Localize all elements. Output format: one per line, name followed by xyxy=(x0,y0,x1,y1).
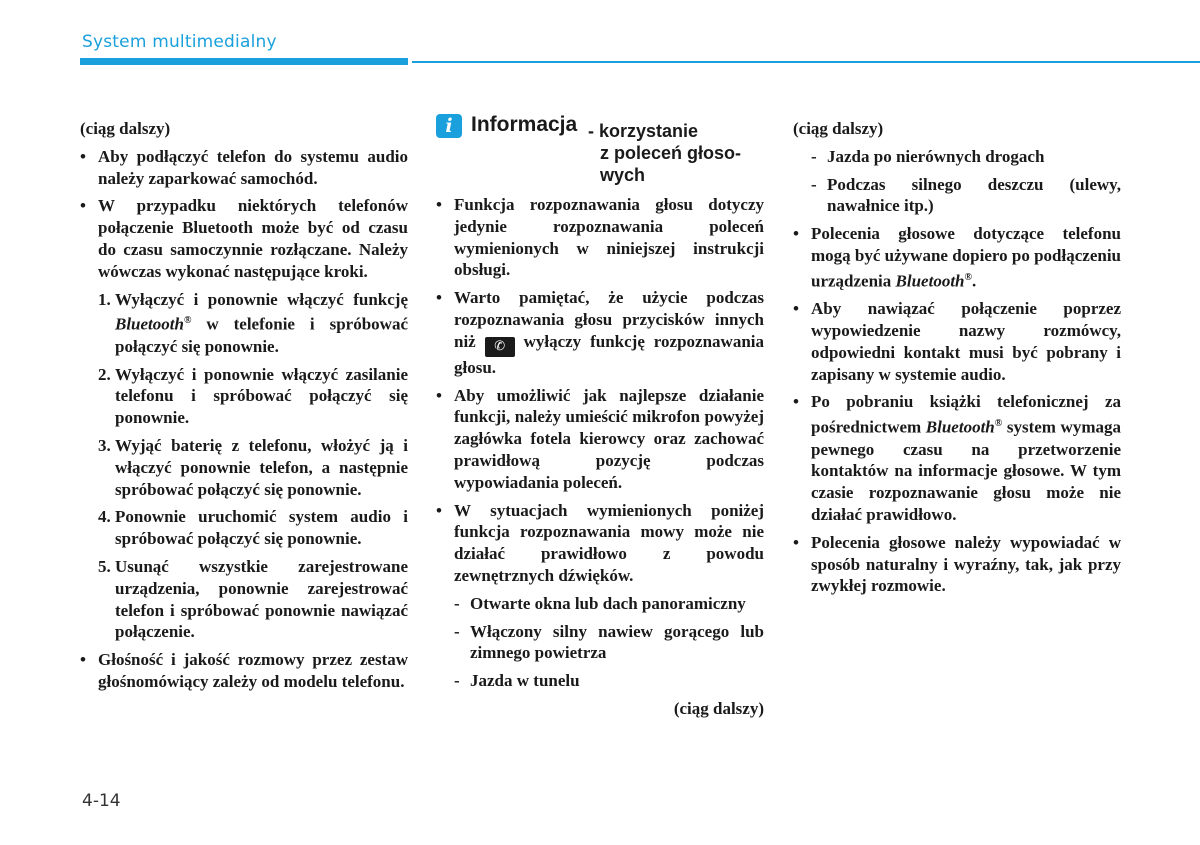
step-text: Usunąć wszystkie zarejestrowane urządzenia, ponownie zarejestrować telefon i spróbować ponownie nawiązać połączenie. xyxy=(115,557,408,642)
registered-mark: ® xyxy=(994,418,1003,430)
bullet-text: . xyxy=(971,271,977,291)
step-number: 4. xyxy=(98,507,111,527)
header-rule xyxy=(412,61,1200,63)
bullet-item: • Aby podłączyć telefon do systemu audio należy zaparkować samochód. xyxy=(80,146,408,190)
bullet-item xyxy=(436,287,764,378)
dash-item: - Jazda w tunelu xyxy=(436,670,764,692)
step-text: Wyłączyć i ponownie włączyć funkcję xyxy=(115,289,408,309)
dash-item: - Jazda po nierównych drogach xyxy=(793,146,1121,168)
column-middle xyxy=(436,113,764,720)
info-subtitle-line: wych xyxy=(600,165,646,185)
voice-recognition-button-icon: ✆ xyxy=(485,337,515,357)
page-number: 4-14 xyxy=(82,791,121,811)
numbered-step xyxy=(80,435,408,500)
bullet-item: • Aby umożliwić jak najlepsze działanie funkcji, należy umieścić mikrofon powyżej zagłówka fotela kierowcy oraz zachować prawidłową pozycję podczas wypowiadania poleceń. xyxy=(436,385,764,494)
step-text: Wyjąć baterię z telefonu, włożyć ją i włączyć ponownie telefon, a następnie spróbować połączyć się ponownie. xyxy=(115,436,408,499)
continued-label: (ciąg dalszy) xyxy=(673,698,764,718)
bullet-item: • Polecenia głosowe należy wypowiadać w sposób naturalny i wyraźny, tak, jak przy zwykłej rozmowie. xyxy=(793,532,1121,597)
registered-mark: ® xyxy=(964,271,972,283)
column-right xyxy=(793,118,1121,603)
step-text: Ponownie uruchomić system audio i spróbować połączyć się ponownie. xyxy=(115,507,408,549)
bullet-text-italic: Bluetooth xyxy=(925,417,995,437)
step-number: 2. xyxy=(98,364,111,384)
step-text-italic: Bluetooth xyxy=(115,315,184,335)
numbered-step xyxy=(80,289,408,358)
bullet-item: • W przypadku niektórych telefonów połączenie Bluetooth może być od czasu do czasu samoczynnie rozłączane. Należy wówczas wykonać następujące kroki. xyxy=(80,195,408,282)
bullet-text: Polecenia głosowe dotyczące telefonu mogą być używane dopiero po podłączeniu urządzenia xyxy=(811,224,1121,291)
continued-label: (ciąg dalszy) xyxy=(793,119,884,138)
bullet-item: • Funkcja rozpoznawania głosu dotyczy jedynie rozpoznawania poleceń wymienionych w niniejszej instrukcji obsługi. xyxy=(436,194,764,281)
step-number: 5. xyxy=(98,557,111,576)
info-box-header xyxy=(436,110,764,188)
bullet-item: • W sytuacjach wymienionych poniżej funkcja rozpoznawania mowy może nie działać prawidłowo z powodu zewnętrznych dźwięków. xyxy=(436,500,764,587)
dash-item: - Włączony silny nawiew gorącego lub zimnego powietrza xyxy=(436,621,764,665)
bullet-text-italic: Bluetooth xyxy=(895,271,965,291)
numbered-step xyxy=(80,556,408,643)
bullet-text: system wymaga pewnego czasu na przetworzenie kontaktów na informacje głosowe. W tym czasie rozpoznawanie głosu może nie działać prawidłowo. xyxy=(811,417,1121,525)
bullet-item: • Głośność i jakość rozmowy przez zestaw głośnomówiący zależy od modelu telefonu. xyxy=(80,649,408,693)
info-icon: i xyxy=(436,114,462,138)
bullet-item xyxy=(793,223,1121,292)
dash-item: - Otwarte okna lub dach panoramiczny xyxy=(436,593,764,615)
bullet-text: Warto pamiętać, że użycie podczas rozpoznawania głosu przycisków innych niż xyxy=(454,288,764,351)
bullet-text: wyłączy funkcję rozpoznawania głosu. xyxy=(454,331,764,377)
continued-label: (ciąg dalszy) xyxy=(80,119,171,138)
step-text: Wyłączyć i ponownie włączyć zasilanie telefonu i spróbować połączyć się ponownie. xyxy=(115,364,408,428)
step-text: w telefonie i spróbować połączyć się ponownie. xyxy=(115,315,408,356)
column-left xyxy=(80,118,408,699)
header-section-title: System multimedialny xyxy=(82,32,277,52)
step-number: 1. xyxy=(98,289,111,309)
registered-mark: ® xyxy=(183,315,192,327)
bullet-item: • Aby nawiązać połączenie poprzez wypowiedzenie nazwy rozmówcy, odpowiedni kontakt musi być pobrany i zapisany w systemie audio. xyxy=(793,298,1121,385)
bullet-text: Po pobraniu książki telefonicznej za pośrednictwem xyxy=(811,392,1121,437)
numbered-step xyxy=(80,364,408,429)
step-number: 3. xyxy=(98,436,111,456)
info-subtitle-line: - korzystanie xyxy=(588,121,699,141)
info-subtitle xyxy=(588,120,764,186)
numbered-step xyxy=(80,506,408,550)
dash-item: - Podczas silnego deszczu (ulewy, nawałnice itp.) xyxy=(793,174,1121,218)
header-accent-bar xyxy=(80,58,408,65)
bullet-item xyxy=(793,391,1121,525)
info-title: Informacja xyxy=(471,113,578,136)
info-subtitle-line: z poleceń głoso- xyxy=(600,143,742,163)
